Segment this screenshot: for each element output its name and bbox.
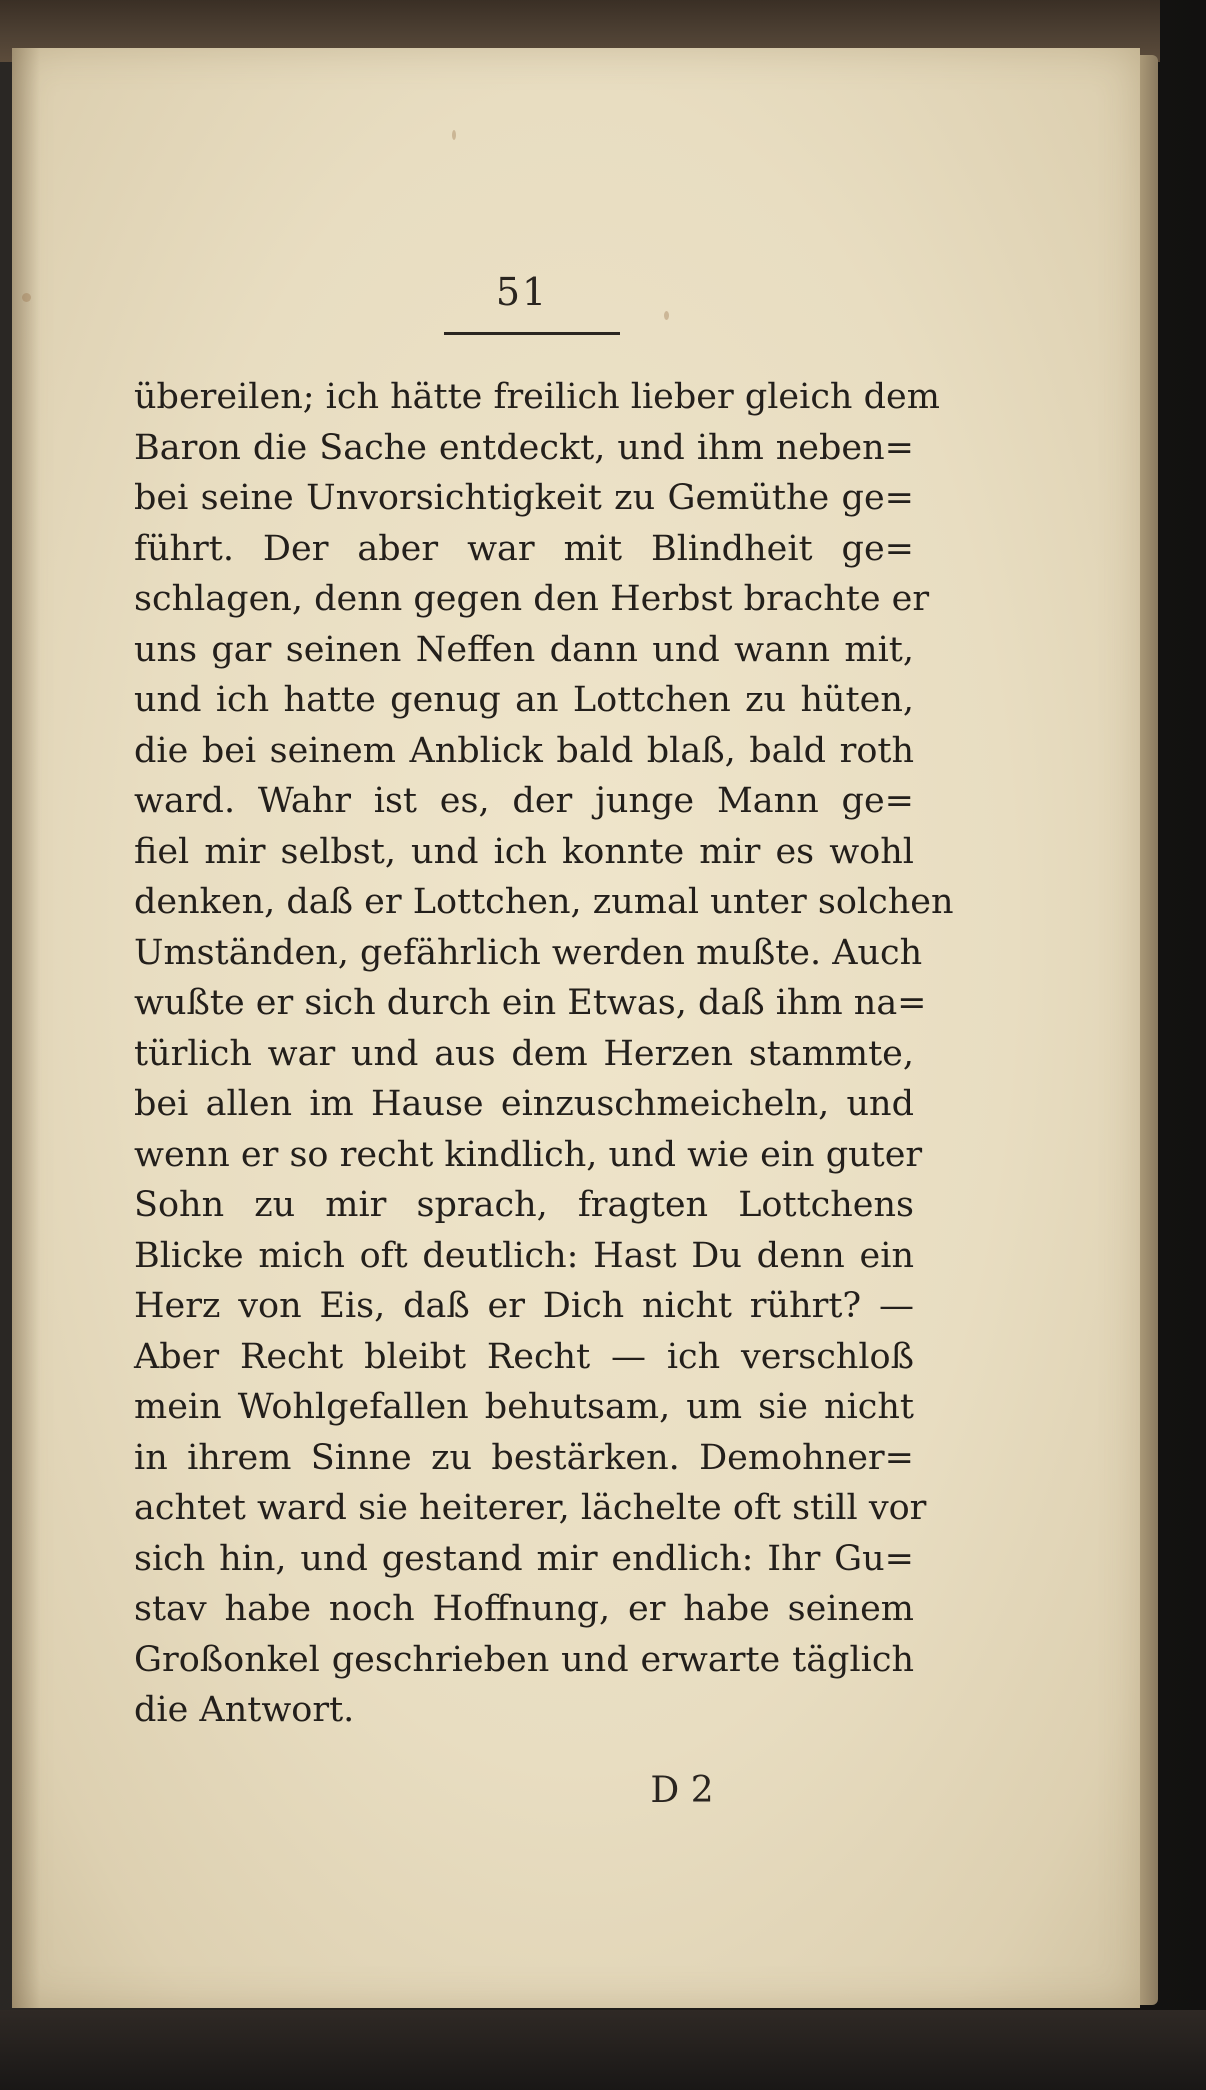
header-rule [444,332,620,335]
book-page [12,48,1140,2008]
text-line: bei seine Unvorsichtigkeit zu Gemüthe ge= [134,478,914,518]
text-line: stav habe noch Hoffnung, er habe seinem [134,1589,914,1629]
text-line: die Antwort. [134,1690,355,1730]
text-line: türlich war und aus dem Herzen stammte, [134,1033,914,1074]
text-line: Großonkel geschrieben und erwarte täglich [134,1639,914,1680]
paper-spot [664,311,669,320]
text-line: und ich hatte genug an Lottchen zu hüten, [134,680,914,720]
text-line: Sohn zu mir sprach, fragten Lottchens [134,1185,914,1225]
book-cover-bottom [0,2010,1206,2090]
text-line: ward. Wahr ist es, der junge Mann ge= [134,781,914,821]
body-text [134,372,954,1736]
text-line: Blicke mich oft deutlich: Hast Du denn ein [134,1235,914,1276]
text-line: die bei seinem Anblick bald blaß, bald roth [134,730,914,771]
text-line: Herz von Eis, daß er Dich nicht rührt? — [134,1286,914,1326]
text-line: führt. Der aber war mit Blindheit ge= [134,528,914,569]
text-line: wußte er sich durch ein Etwas, daß ihm na= [134,983,927,1023]
paper-spot [452,130,456,140]
text-line: achtet ward sie heiterer, lächelte oft still vor [134,1488,927,1528]
text-line: bei allen im Hause einzuschmeicheln, und [134,1084,914,1124]
page-number: 51 [495,270,549,314]
text-line: sich hin, und gestand mir endlich: Ihr Gu= [134,1538,914,1579]
text-line: übereilen; ich hätte freilich lieber gleich dem [134,377,940,417]
text-line: wenn er so recht kindlich, und wie ein guter [134,1134,923,1175]
text-line: schlagen, denn gegen den Herbst brachte er [134,579,930,619]
text-line: Umständen, gefährlich werden mußte. Auch [134,932,923,973]
paper-spot [22,293,31,302]
text-line: in ihrem Sinne zu bestärken. Demohner= [134,1437,914,1478]
text-line: uns gar seinen Neffen dann und wann mit, [134,629,914,670]
text-line: mein Wohlgefallen behutsam, um sie nicht [134,1387,914,1427]
signature-mark: D 2 [650,1770,714,1811]
text-line: fiel mir selbst, und ich konnte mir es wohl [134,831,914,872]
text-line: Aber Recht bleibt Recht — ich verschloß [134,1336,914,1377]
text-line: denken, daß er Lottchen, zumal unter solchen [134,882,954,922]
page-gutter-shadow [12,48,40,2008]
text-line: Baron die Sache entdeckt, und ihm neben= [134,427,914,468]
